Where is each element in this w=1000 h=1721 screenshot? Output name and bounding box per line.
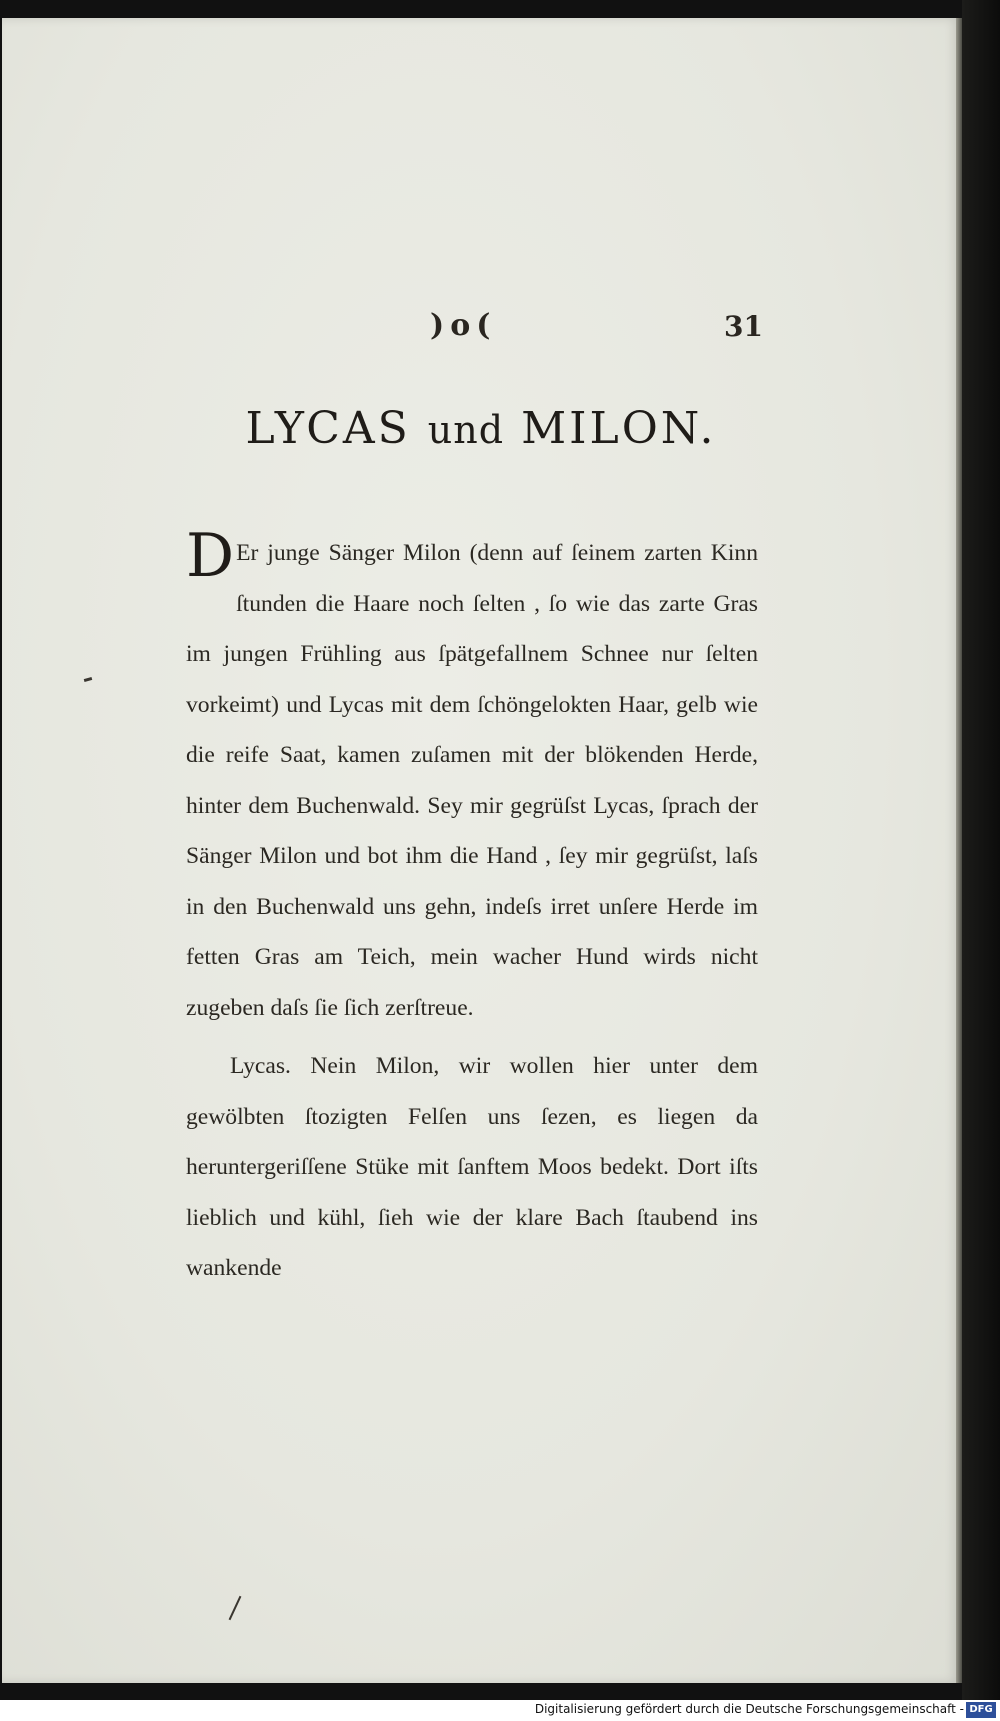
page-number: 31	[724, 310, 763, 343]
dfg-logo: DFG	[966, 1702, 996, 1718]
margin-mark	[84, 677, 93, 682]
footer-credit: Digitalisierung gefördert durch die Deutsche Forschungsgemeinschaft -	[534, 1702, 964, 1716]
drop-cap: D	[186, 521, 235, 591]
paragraph-2: Lycas. Nein Milon, wir wollen hier unter dem gewölbten ſtozigten Felſen uns ſezen, es liegen da heruntergeriſſene Stüke mit ſanftem Moos bedekt. Dort iſts lieblich und kühl, ſieh wie der klare Bach ſtaubend ins wankende	[186, 1053, 758, 1281]
chapter-title	[2, 403, 960, 454]
paragraph-1-text: Er junge Sänger Milon (denn auf ſeinem zarten Kinn ſtunden die Haare noch ſelten , ſo wie das zarte Gras im jungen Frühling aus ſpätgefallnem Schnee nur ſelten vorkeimt) und Lycas mit dem ſchöngelokten Haar, gelb wie die reife Saat, kamen zuſamen mit der blökenden Herde, hinter dem Buchenwald. Sey mir gegrüſst Lycas, ſprach der Sänger Milon und bot ihm die Hand , ſey mir gegrüſst, laſs in den Buchenwald uns gehn, indeſs irret unſere Herde im fetten Gras am Teich, mein wacher Hund wirds nicht zugeben daſs ſie ſich zerſtreue.	[186, 540, 758, 1021]
title-lycas: LYCAS	[245, 403, 411, 454]
header-ornament: )o(	[430, 308, 497, 343]
body-text	[186, 521, 758, 1294]
digitization-footer	[0, 1700, 1000, 1721]
running-header	[2, 308, 960, 348]
book-spine	[962, 0, 1000, 1721]
page-edge	[956, 18, 962, 1683]
pencil-stroke	[229, 1596, 242, 1620]
title-milon: MILON.	[521, 403, 717, 454]
book-page	[2, 18, 960, 1683]
paragraph-1	[186, 521, 758, 1033]
title-und: und	[427, 408, 505, 452]
